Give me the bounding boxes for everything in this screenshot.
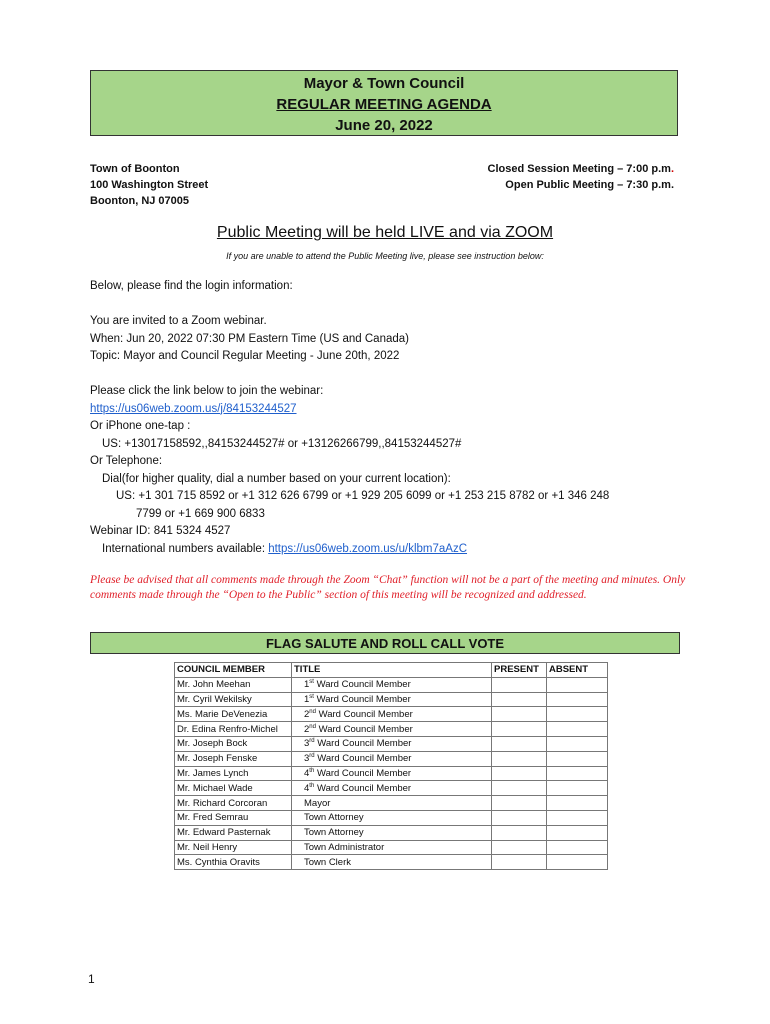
council-member-title: [292, 810, 492, 825]
table-row: [175, 825, 608, 840]
invite-topic: Topic: Mayor and Council Regular Meeting - June 20th, 2022: [90, 350, 400, 362]
dial-text: Dial(for higher quality, dial a number based on your current location):: [102, 472, 451, 485]
table-row: [175, 766, 608, 781]
absent-cell[interactable]: [547, 855, 608, 870]
header-council-member: COUNCIL MEMBER: [175, 663, 292, 678]
agenda-date: June 20, 2022: [335, 117, 433, 134]
present-cell[interactable]: [492, 796, 547, 811]
town-address: [90, 161, 208, 209]
title-text: [294, 856, 351, 869]
council-member-title: [292, 781, 492, 796]
telephone-label: Or Telephone:: [90, 455, 163, 467]
council-member-name: Mr. Joseph Bock: [175, 736, 292, 751]
absent-cell[interactable]: [547, 722, 608, 737]
ward-number: 3: [304, 753, 310, 765]
agenda-subtitle: REGULAR MEETING AGENDA: [276, 96, 492, 113]
header-title: TITLE: [292, 663, 492, 678]
ward-ordinal-suffix: st: [309, 693, 314, 700]
title-label: Ward Council Member: [314, 782, 412, 794]
council-member-name: Mr. Michael Wade: [175, 781, 292, 796]
table-row: [175, 692, 608, 707]
international-numbers: [90, 541, 609, 559]
title-text: [294, 737, 411, 750]
absent-cell[interactable]: [547, 751, 608, 766]
join-instructions: [90, 383, 609, 558]
title-label: Ward Council Member: [313, 693, 411, 705]
absent-cell[interactable]: [547, 677, 608, 692]
present-cell[interactable]: [492, 781, 547, 796]
ward-ordinal-suffix: rd: [309, 738, 315, 745]
title-label: Ward Council Member: [313, 679, 411, 691]
council-member-name: Mr. John Meehan: [175, 677, 292, 692]
title-text: [294, 841, 384, 854]
invite-line-1: You are invited to a Zoom webinar.: [90, 315, 267, 327]
present-cell[interactable]: [492, 825, 547, 840]
invite-when: When: Jun 20, 2022 07:30 PM Eastern Time (US and Canada): [90, 332, 409, 345]
title-label: Town Attorney: [304, 812, 364, 824]
ward-number: 1: [304, 693, 310, 705]
council-member-name: Mr. Edward Pasternak: [175, 825, 292, 840]
ward-number: 4: [304, 782, 310, 794]
international-link[interactable]: https://us06web.zoom.us/u/klbm7aAzC: [268, 542, 468, 555]
flag-salute-heading: FLAG SALUTE AND ROLL CALL VOTE: [90, 632, 680, 654]
council-member-name: Mr. Fred Semrau: [175, 810, 292, 825]
table-row: [175, 796, 608, 811]
header-present: PRESENT: [492, 663, 547, 678]
address-line-2: 100 Washington Street: [90, 179, 209, 191]
council-member-name: Mr. James Lynch: [175, 766, 292, 781]
title-label: Town Clerk: [304, 856, 351, 868]
page-number: 1: [88, 972, 95, 986]
webinar-id: Webinar ID: 841 5324 4527: [90, 525, 231, 537]
open-session-time: Open Public Meeting – 7:30 p.m.: [505, 179, 674, 191]
present-cell[interactable]: [492, 766, 547, 781]
table-row: [175, 751, 608, 766]
title-text: [294, 678, 411, 691]
title-label: Mayor: [304, 797, 331, 809]
title-text: [294, 693, 411, 706]
council-member-title: [292, 796, 492, 811]
absent-cell[interactable]: [547, 796, 608, 811]
absent-cell[interactable]: [547, 810, 608, 825]
ward-number: 2: [304, 708, 310, 720]
title-text: [294, 708, 413, 721]
ward-ordinal-suffix: rd: [309, 753, 315, 760]
title-text: [294, 752, 411, 765]
ward-number: 3: [304, 738, 310, 750]
ward-ordinal-suffix: th: [309, 782, 315, 789]
ward-number: 2: [304, 723, 310, 735]
international-label: International numbers available:: [102, 542, 269, 555]
council-member-title: [292, 692, 492, 707]
title-label: Ward Council Member: [314, 738, 412, 750]
council-member-title: [292, 677, 492, 692]
table-row: [175, 707, 608, 722]
title-label: Ward Council Member: [314, 753, 412, 765]
public-meeting-heading: Public Meeting will be held LIVE and via ZOOM: [216, 224, 554, 241]
absent-cell[interactable]: [547, 707, 608, 722]
us-numbers-line-2: 7799 or +1 669 900 6833: [136, 507, 265, 520]
public-meeting-subheading: If you are unable to attend the Public Meeting live, please see instruction below:: [226, 251, 544, 261]
chat-advisory: Please be advised that all comments made through the Zoom “Chat” function will not be a part of the meeting and minutes. Only comments made through the “Open to the Public” section of this meeting will be recognized and addressed.: [90, 574, 686, 601]
title-label: Ward Council Member: [315, 723, 413, 735]
table-row: [175, 722, 608, 737]
ward-ordinal-suffix: nd: [309, 708, 316, 715]
title-label: Ward Council Member: [314, 767, 412, 779]
agenda-title: Mayor & Town Council: [303, 75, 465, 92]
zoom-invite: [90, 313, 409, 366]
title-text: [294, 767, 411, 780]
title-text: [294, 782, 411, 795]
iphone-label: Or iPhone one-tap :: [90, 420, 191, 432]
ward-ordinal-suffix: th: [309, 767, 315, 774]
roll-call-header-row: [175, 663, 608, 678]
title-text: [294, 811, 364, 824]
title-label: Ward Council Member: [315, 708, 413, 720]
header-absent: ABSENT: [547, 663, 608, 678]
us-numbers-line-1: US: +1 301 715 8592 or +1 312 626 6799 or +1 929 205 6099 or +1 253 215 8782 or +1 346 248: [116, 490, 610, 502]
council-member-title: [292, 707, 492, 722]
ward-number: 4: [304, 767, 310, 779]
present-cell[interactable]: [492, 707, 547, 722]
address-line-1: Town of Boonton: [90, 163, 180, 175]
council-member-name: Mr. Cyril Wekilsky: [175, 692, 292, 707]
present-cell[interactable]: [492, 855, 547, 870]
address-line-3: Boonton, NJ 07005: [90, 195, 190, 207]
table-row: [175, 781, 608, 796]
session-times: [488, 161, 674, 193]
absent-cell[interactable]: [547, 781, 608, 796]
present-cell[interactable]: [492, 692, 547, 707]
council-member-name: Mr. Joseph Fenske: [175, 751, 292, 766]
table-row: [175, 855, 608, 870]
title-label: Town Attorney: [304, 827, 364, 839]
ward-ordinal-suffix: st: [309, 679, 314, 686]
absent-cell[interactable]: [547, 825, 608, 840]
table-row: [175, 810, 608, 825]
absent-cell[interactable]: [547, 840, 608, 855]
table-row: [175, 840, 608, 855]
roll-call-table: [174, 662, 608, 870]
present-cell[interactable]: [492, 722, 547, 737]
council-member-title: [292, 736, 492, 751]
table-row: [175, 677, 608, 692]
iphone-numbers: US: +13017158592,,84153244527# or +13126266799,,84153244527#: [102, 437, 462, 450]
present-cell[interactable]: [492, 677, 547, 692]
closed-session-dot: .: [670, 163, 674, 175]
council-member-name: Mr. Neil Henry: [175, 840, 292, 855]
title-label: Town Administrator: [304, 841, 385, 853]
title-text: [294, 797, 330, 810]
council-member-name: Ms. Marie DeVenezia: [175, 707, 292, 722]
absent-cell[interactable]: [547, 766, 608, 781]
council-member-title: [292, 855, 492, 870]
present-cell[interactable]: [492, 810, 547, 825]
present-cell[interactable]: [492, 736, 547, 751]
table-row: [175, 736, 608, 751]
closed-session-time: [488, 161, 674, 177]
webinar-link[interactable]: https://us06web.zoom.us/j/84153244527: [90, 402, 297, 415]
title-text: [294, 723, 413, 736]
ward-number: 1: [304, 679, 310, 691]
present-cell[interactable]: [492, 751, 547, 766]
title-text: [294, 826, 364, 839]
present-cell[interactable]: [492, 840, 547, 855]
council-member-title: [292, 722, 492, 737]
council-member-title: [292, 766, 492, 781]
absent-cell[interactable]: [547, 692, 608, 707]
council-member-name: Ms. Cynthia Oravits: [175, 855, 292, 870]
council-member-title: [292, 751, 492, 766]
agenda-title-box: [90, 70, 678, 136]
absent-cell[interactable]: [547, 736, 608, 751]
council-member-title: [292, 840, 492, 855]
closed-session-text: Closed Session Meeting – 7:00 p.m: [487, 163, 671, 175]
join-click-text: Please click the link below to join the webinar:: [90, 385, 324, 397]
council-member-name: Mr. Richard Corcoran: [175, 796, 292, 811]
council-member-name: Dr. Edina Renfro-Michel: [175, 722, 292, 737]
council-member-title: [292, 825, 492, 840]
login-intro: Below, please find the login information:: [90, 280, 293, 292]
ward-ordinal-suffix: nd: [309, 723, 316, 730]
